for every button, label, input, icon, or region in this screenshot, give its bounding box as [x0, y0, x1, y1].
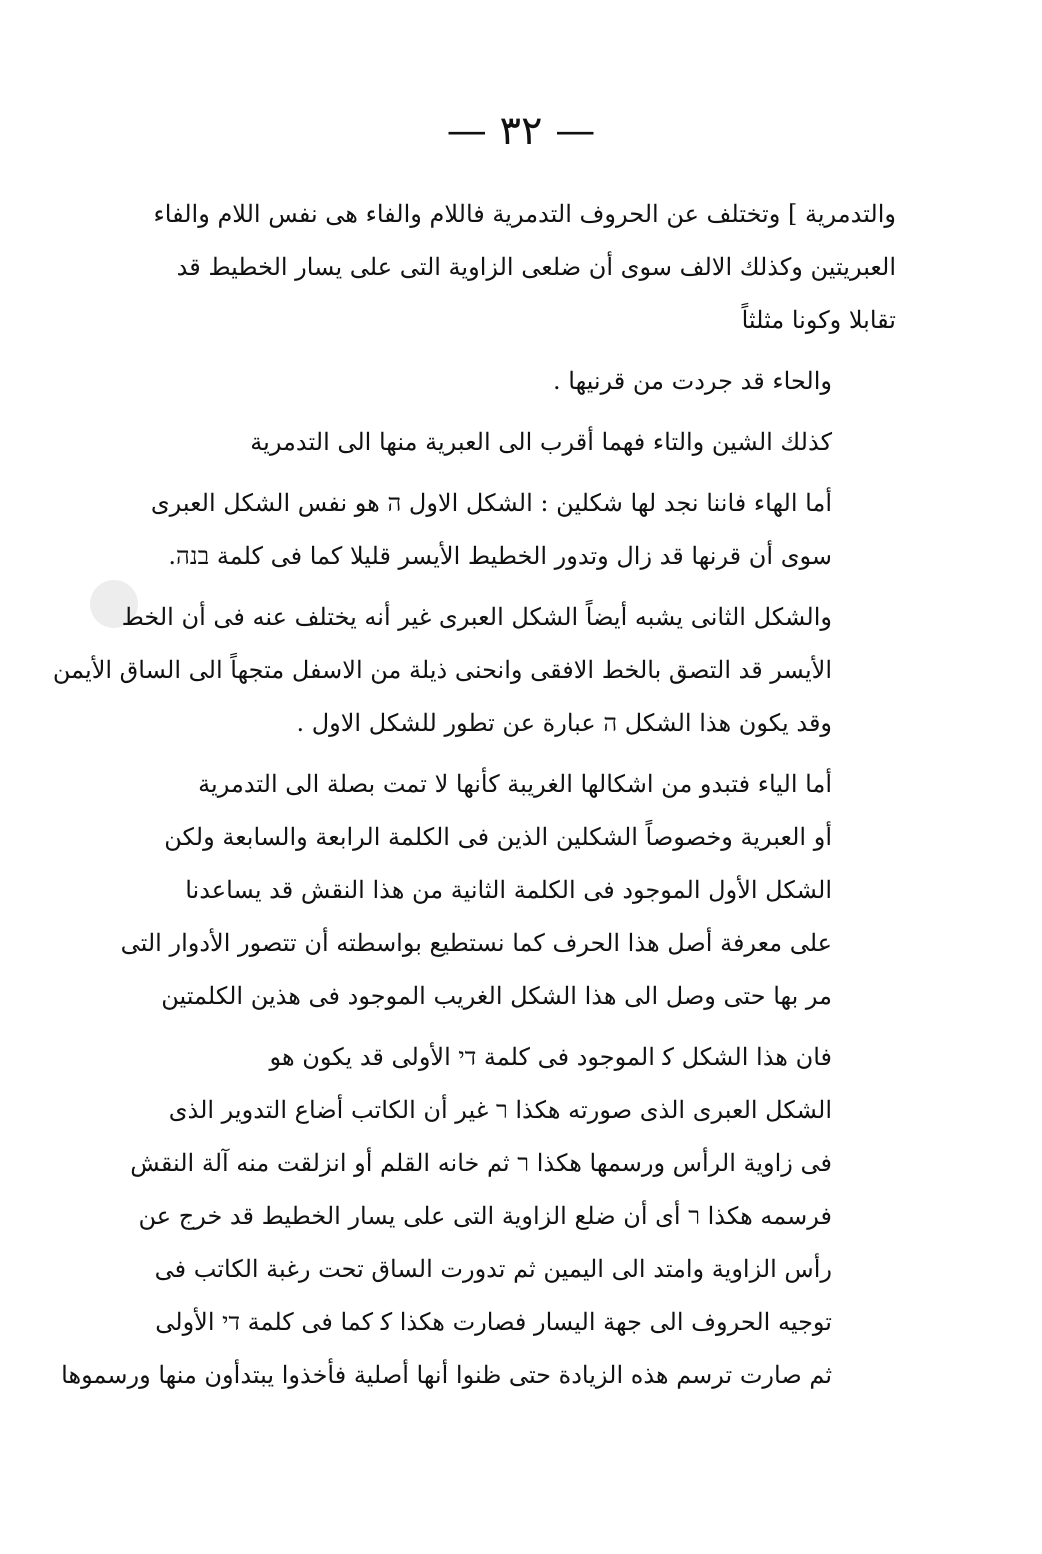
text-line: تقابلا وكونا مثلثاً: [741, 306, 896, 334]
text-line: فى زاوية الرأس ورسمها هكذا ר ثم خانه القلم أو انزلقت منه آلة النقش: [130, 1149, 832, 1177]
page-number: — ٣٢ —: [446, 108, 596, 154]
paragraph: [61, 1031, 896, 1402]
paragraph: [128, 188, 896, 347]
text-line: فان هذا الشكل ﻛ الموجود فى كلمة די الأولى قد يكون هو: [269, 1043, 832, 1071]
text-line: والحاء قد جردت من قرنيها .: [553, 367, 832, 395]
text-line: سوى أن قرنها قد زال وتدور الخطيط الأيسر قليلا كما فى كلمة בנה.: [168, 542, 832, 570]
text-line: والتدمرية ] وتختلف عن الحروف التدمرية فاللام والفاء هى نفس اللام والفاء: [153, 200, 896, 228]
body-text: [52, 188, 896, 1410]
text-line: ثم صارت ترسم هذه الزيادة حتى ظنوا أنها أصلية فأخذوا يبتدأون منها ورسموها: [61, 1361, 832, 1389]
text-line: مر بها حتى وصل الى هذا الشكل الغريب الموجود فى هذين الكلمتين: [161, 982, 832, 1010]
text-line: كذلك الشين والتاء فهما أقرب الى العبرية منها الى التدمرية: [250, 428, 832, 456]
paragraph: [128, 477, 896, 583]
text-line: وقد يكون هذا الشكل ה عبارة عن تطور للشكل الاول .: [296, 709, 832, 737]
text-line: الشكل الأول الموجود فى الكلمة الثانية من هذا النقش قد يساعدنا: [185, 876, 832, 904]
text-line: أما الياء فتبدو من اشكالها الغريبة كأنها لا تمت بصلة الى التدمرية: [198, 770, 832, 798]
text-line: الشكل العبرى الذى صورته هكذا ר غير أن الكاتب أضاع التدوير الذى: [168, 1096, 832, 1124]
text-line: أما الهاء فاننا نجد لها شكلين : الشكل الاول ה هو نفس الشكل العبرى: [150, 489, 832, 517]
text-line: العبريتين وكذلك الالف سوى أن ضلعى الزاوية التى على يسار الخطيط قد: [176, 253, 896, 281]
text-line: فرسمه هكذا ר أى أن ضلع الزاوية التى على يسار الخطيط قد خرج عن: [138, 1202, 832, 1230]
paragraph: [128, 355, 896, 408]
paragraph: [52, 591, 896, 750]
text-line: توجيه الحروف الى جهة اليسار فصارت هكذا ﻛ كما فى كلمة די الأولى: [155, 1308, 832, 1336]
text-line: والشكل الثانى يشبه أيضاً الشكل العبرى غير أنه يختلف عنه فى أن الخط: [121, 603, 832, 631]
text-line: أو العبرية وخصوصاً الشكلين الذين فى الكلمة الرابعة والسابعة ولكن: [164, 823, 832, 851]
text-line: الأيسر قد التصق بالخط الافقى وانحنى ذيلة من الاسفل متجهاً الى الساق الأيمن: [52, 656, 832, 684]
text-line: رأس الزاوية وامتد الى اليمين ثم تدورت الساق تحت رغبة الكاتب فى: [154, 1255, 832, 1283]
paragraph: [120, 758, 896, 1023]
text-line: على معرفة أصل هذا الحرف كما نستطيع بواسطته أن تتصور الأدوار التى: [120, 929, 832, 957]
paragraph: [128, 416, 896, 469]
